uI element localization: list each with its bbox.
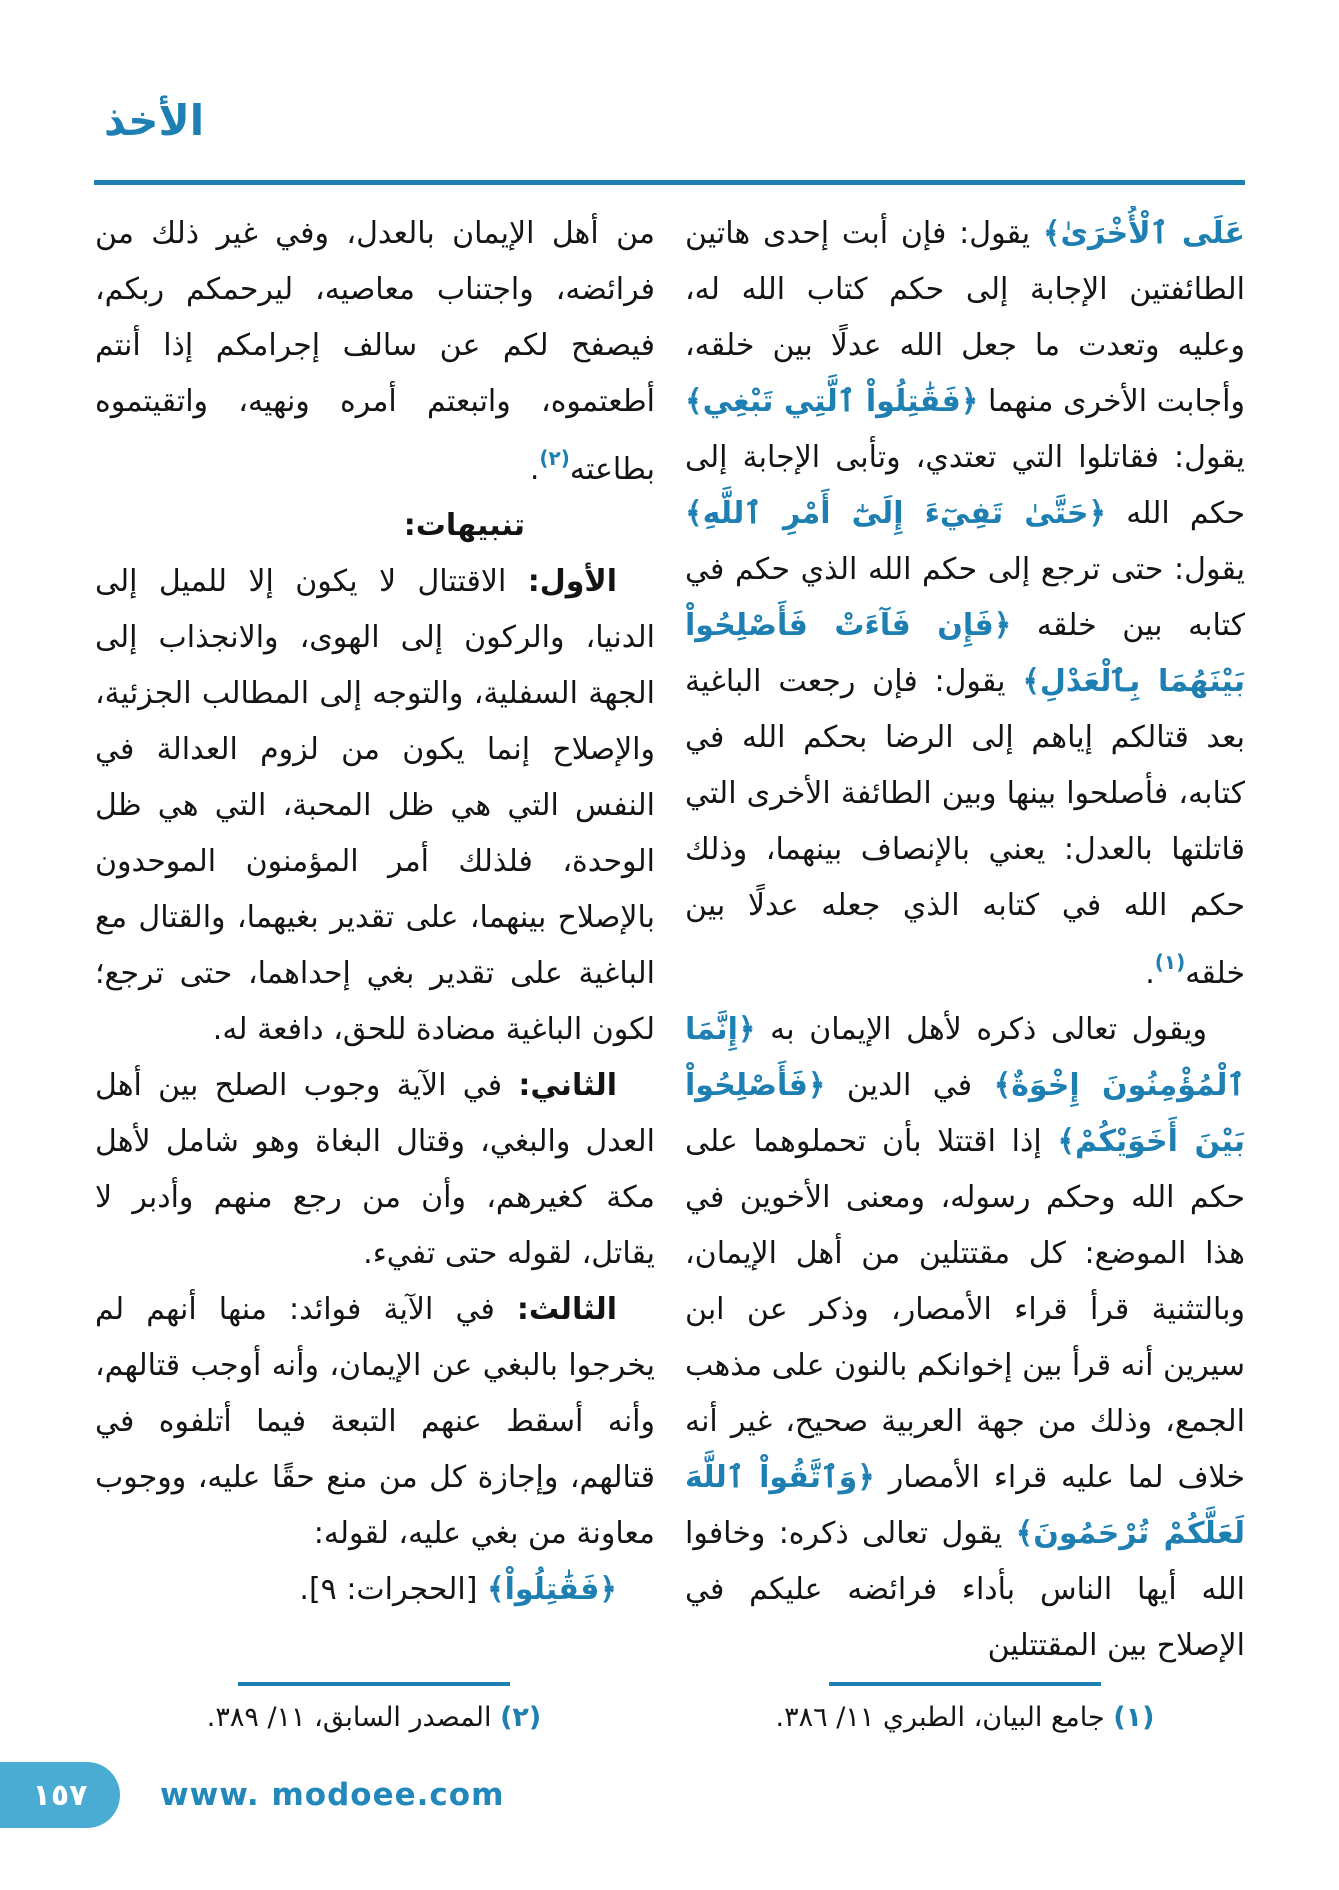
footnote-separator-right — [829, 1682, 1101, 1686]
paragraph — [685, 1002, 1245, 1668]
footnote-right — [685, 1682, 1245, 1738]
footnote-ref: (١) — [1154, 950, 1186, 974]
quran-quote: ﴿فَأَصْلِحُواْ بَيْنَ أَخَوَيْكُمْ﴾ — [685, 1068, 1245, 1159]
quran-quote: عَلَى ٱلْأُخْرَىٰ﴾ — [1042, 216, 1245, 251]
column-left — [95, 206, 655, 1668]
quran-quote: ﴿فَإِن فَآءَتْ فَأَصْلِحُواْ بَيْنَهُمَا بِٱلْعَدْلِ﴾ — [685, 608, 1245, 699]
body-text: ويقول تعالى ذكره لأهل الإيمان به — [755, 1012, 1207, 1047]
body-text: في الدين — [825, 1068, 994, 1103]
body-text: من أهل الإيمان بالعدل، وفي غير ذلك من فرائضه، واجتناب معاصيه، ليرحمكم ربكم، فيصفح لكم عن سالف إجرامكم إذا أنتم أطعتموه، واتبعتم أمره ونهيه، واتقيتموه بطاعته — [95, 216, 655, 487]
page-number-badge — [0, 1762, 120, 1828]
paragraph — [95, 554, 655, 1058]
footnote-number: (١) — [1113, 1702, 1155, 1733]
paragraph — [685, 206, 1245, 1002]
body-text: يقول: فإن أبت إحدى هاتين الطائفتين الإجابة إلى حكم كتاب الله له، وعليه وتعدت ما جعل الله عدلًا بين خلقه، وأجابت الأخرى منهما — [685, 216, 1245, 419]
lead-word: الثالث: — [516, 1292, 617, 1327]
body-text: إذا اقتتلا بأن تحملوهما على حكم الله وحكم رسوله، ومعنى الأخوين في هذا الموضع: كل مقتتلين من أهل الإيمان، وبالتثنية قرأ قراء الأمصار، وذكر عن ابن سيرين أنه قرأ بين إخوانكم بالنون على مذهب الجمع، وذلك من جهة العربية صحيح، غير أنه خلاف لما عليه قراء الأمصار — [685, 1124, 1245, 1495]
paragraph — [95, 498, 655, 554]
quran-quote: ﴿فَقَٰتِلُواْ﴾ — [487, 1572, 617, 1607]
paragraph — [95, 206, 655, 498]
footnote-text: المصدر السابق، ١١/ ٣٨٩. — [206, 1702, 492, 1733]
quran-quote: ﴿إِنَّمَا ٱلْمُؤْمِنُونَ إِخْوَةٌ﴾ — [685, 1012, 1245, 1103]
page-title: الأخذ — [104, 96, 205, 145]
body-text: يقول: فقاتلوا التي تعتدي، وتأبى الإجابة إلى حكم الله — [685, 440, 1245, 531]
footnote-text: جامع البيان، الطبري ١١/ ٣٨٦. — [775, 1702, 1105, 1733]
body-text: الاقتتال لا يكون إلا للميل إلى الدنيا، والركون إلى الهوى، والانجذاب إلى الجهة السفلية، والتوجه إلى المطالب الجزئية، والإصلاح إنما يكون من لزوم العدالة في النفس التي هي ظل المحبة، التي هي ظل الوحدة، فلذلك أمر المؤمنون الموحدون بالإصلاح بينهما، على تقدير بغيهما، والقتال مع الباغية على تقدير بغي إحداهما، حتى ترجع؛ لكون الباغية مضادة للحق، دافعة له. — [95, 564, 655, 1047]
column-right — [685, 206, 1245, 1668]
footnote-line — [685, 1698, 1245, 1738]
paragraph — [95, 1058, 655, 1282]
page-footer — [0, 1762, 504, 1828]
text-columns — [94, 206, 1245, 1668]
body-text: . — [1145, 956, 1155, 991]
quran-quote: ﴿حَتَّىٰ تَفِيٓءَ إِلَىٰٓ أَمْرِ ٱللَّهِ﴾ — [685, 496, 1107, 531]
body-text: يقول تعالى ذكره: وخافوا الله أيها الناس بأداء فرائضه عليكم في الإصلاح بين المقتتلين — [685, 1516, 1245, 1663]
lead-word: الثاني: — [518, 1068, 617, 1103]
quran-quote: ﴿فَقَٰتِلُواْ ٱلَّتِي تَبْغِي﴾ — [685, 384, 979, 419]
page-number: ١٥٧ — [32, 1777, 88, 1813]
header-rule — [94, 180, 1245, 185]
paragraph — [95, 1562, 655, 1618]
footnote-number: (٢) — [500, 1702, 542, 1733]
body-text: [الحجرات: ٩]. — [299, 1572, 488, 1607]
footnote-ref: (٢) — [539, 446, 570, 470]
paragraph — [95, 1282, 655, 1562]
footnote-separator-left — [238, 1682, 510, 1686]
body-text: في الآية فوائد: منها أنهم لم يخرجوا بالبغي عن الإيمان، وأنه أوجب قتالهم، وأنه أسقط عنهم التبعة فيما أتلفوه في قتالهم، وإجازة كل من منع حقًا عليه، ووجوب معاونة من بغي عليه، لقوله: — [95, 1292, 655, 1551]
footnote-line — [94, 1698, 654, 1738]
lead-word: تنبيهات: — [403, 508, 525, 543]
website-link[interactable]: www. modoee.com — [160, 1777, 505, 1813]
lead-word: الأول: — [527, 564, 617, 599]
quran-quote: ﴿وَٱتَّقُواْ ٱللَّهَ لَعَلَّكُمْ تُرْحَمُونَ﴾ — [685, 1460, 1245, 1551]
body-text: . — [529, 452, 540, 487]
body-text: في الآية وجوب الصلح بين أهل العدل والبغي، وقتال البغاة وهو شامل لأهل مكة كغيرهم، وأن من رجع منهم وأدبر لا يقاتل، لقوله حتى تفيء. — [95, 1068, 655, 1271]
body-text: يقول: حتى ترجع إلى حكم الله الذي حكم في كتابه بين خلقه — [685, 552, 1245, 643]
body-text: يقول: فإن رجعت الباغية بعد قتالكم إياهم إلى الرضا بحكم الله في كتابه، فأصلحوا بينها وبين الطائفة الأخرى التي قاتلتها بالعدل: يعني بالإنصاف بينهما، وذلك حكم الله في كتابه الذي جعله عدلًا بين خلقه — [685, 664, 1245, 991]
footnote-left — [94, 1682, 654, 1738]
